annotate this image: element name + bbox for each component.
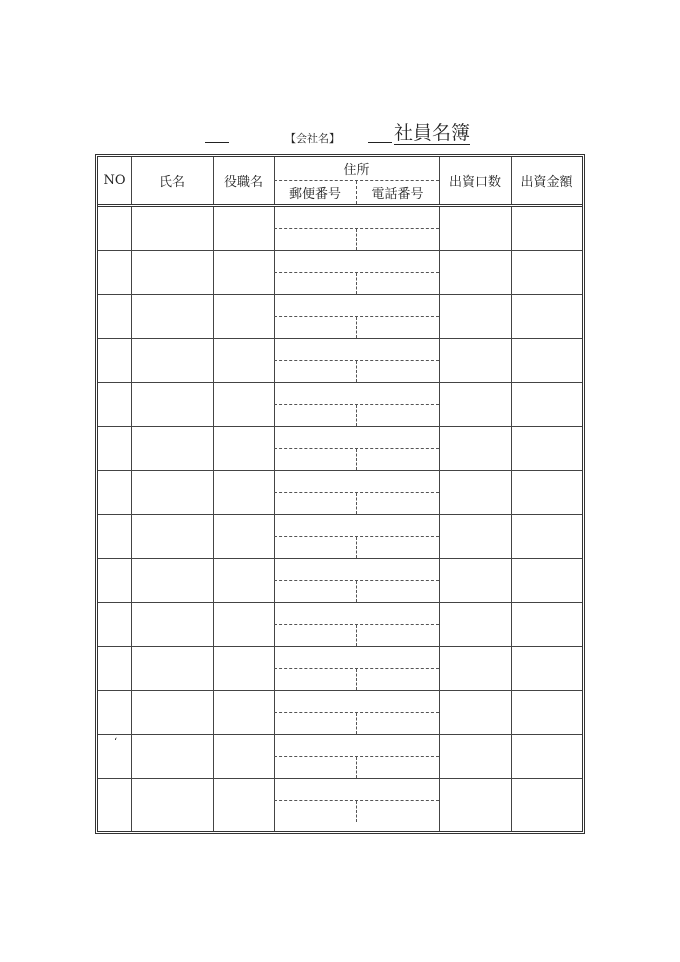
- address-dashed-divider: [356, 493, 357, 514]
- table-row[interactable]: [98, 339, 582, 383]
- employee-roster-table: [95, 154, 585, 834]
- header-phone: 電話番号: [371, 187, 424, 202]
- page-title: 社員名簿: [394, 122, 471, 144]
- header-shares: 出資口数: [448, 175, 501, 190]
- address-dashed-divider: [356, 449, 357, 470]
- table-row[interactable]: [98, 691, 582, 735]
- address-dashed-divider: [356, 713, 357, 734]
- table-row[interactable]: [98, 559, 582, 603]
- header-name: 氏名: [158, 175, 185, 190]
- address-dashed-divider: [356, 669, 357, 690]
- table-row[interactable]: [98, 735, 582, 779]
- address-dashed-divider: [356, 581, 357, 602]
- address-dashed-divider: [356, 229, 357, 250]
- header-postal-code: 郵便番号: [288, 187, 341, 202]
- address-dashed-divider: [356, 361, 357, 382]
- table-row[interactable]: [98, 207, 582, 251]
- header-address: 住所: [274, 157, 439, 181]
- table-row[interactable]: [98, 383, 582, 427]
- table-row[interactable]: [98, 251, 582, 295]
- table-row[interactable]: [98, 647, 582, 691]
- address-dashed-divider: [356, 757, 357, 778]
- company-name-underline[interactable]: [368, 142, 392, 143]
- table-body: [98, 207, 582, 831]
- table-row[interactable]: [98, 779, 582, 823]
- table-row[interactable]: [98, 295, 582, 339]
- header-no: NO: [103, 173, 126, 188]
- address-dashed-divider: [356, 273, 357, 294]
- header-position: 役職名: [223, 175, 263, 190]
- address-dashed-divider: [356, 317, 357, 338]
- address-dashed-divider: [356, 801, 357, 822]
- address-dashed-divider: [356, 537, 357, 558]
- table-row[interactable]: [98, 603, 582, 647]
- table-row[interactable]: [98, 515, 582, 559]
- table-header: [98, 157, 582, 207]
- stray-mark: ‘: [114, 737, 118, 748]
- header-amount: 出資金額: [520, 175, 573, 190]
- table-row[interactable]: [98, 471, 582, 515]
- title-blank-underline[interactable]: [205, 142, 229, 143]
- table-row[interactable]: [98, 427, 582, 471]
- company-name-label: 【会社名】: [285, 132, 340, 145]
- address-dashed-divider: [356, 625, 357, 646]
- address-dashed-divider: [356, 405, 357, 426]
